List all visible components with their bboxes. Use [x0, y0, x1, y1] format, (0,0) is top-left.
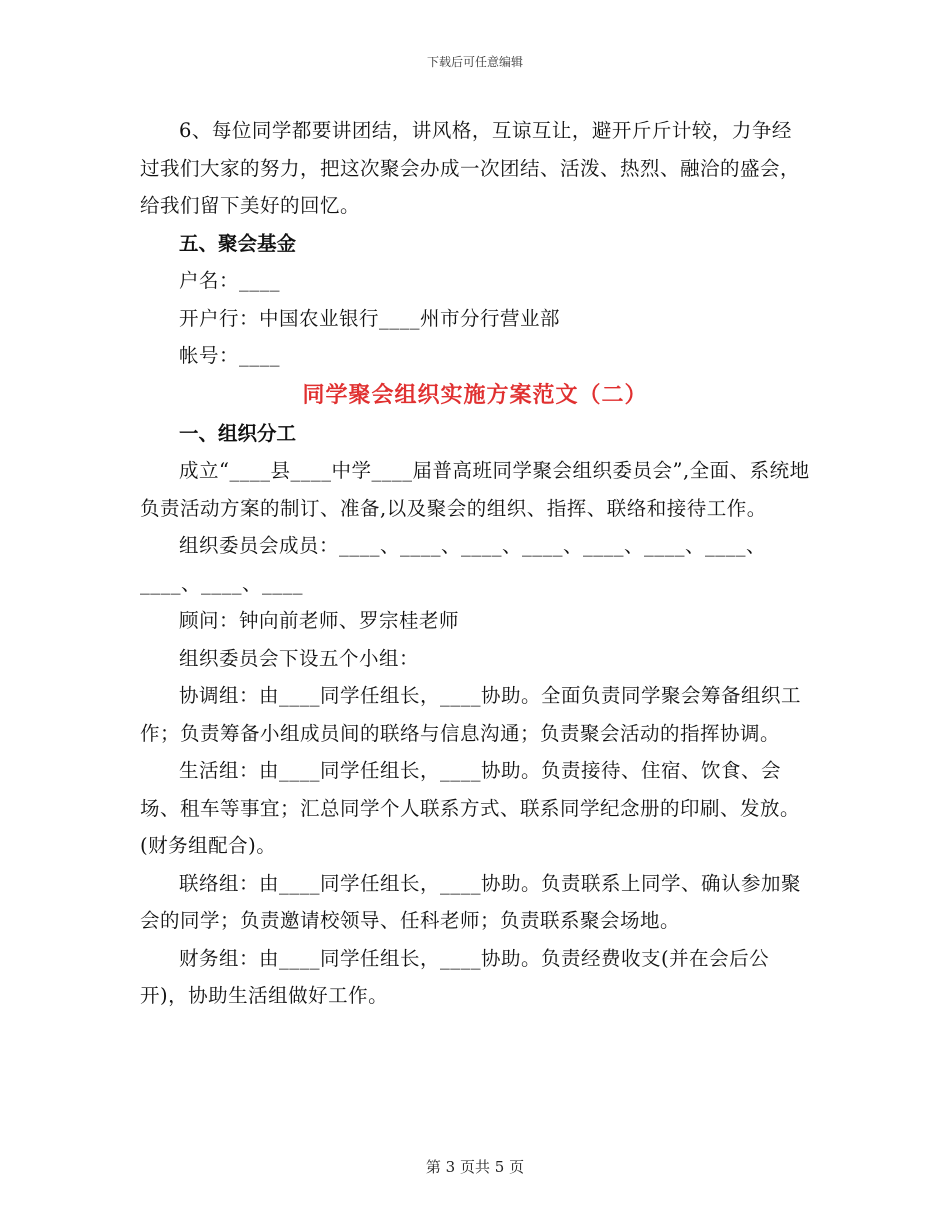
document-title: 同学聚会组织实施方案范文（二）: [302, 381, 648, 408]
document-body: [140, 112, 810, 1015]
page-footer: 第 3 页共 5 页: [425, 1158, 525, 1176]
paragraph-life-group: 生活组：由____同学任组长，____协助。负责接待、住宿、饮食、会场、租车等事宜；汇总同学个人联系方式、联系同学纪念册的印刷、发放。(财务组配合)。: [140, 759, 801, 857]
paragraph-setup: 成立“____县____中学____届普高班同学聚会组织委员会”,全面、系统地负责活动方案的制订、准备,以及聚会的组织、指挥、联络和接待工作。: [140, 459, 810, 520]
account-name-line: 户名：____: [179, 269, 281, 292]
paragraph-members: 组织委员会成员：____、____、____、____、____、____、____、____、____、____: [140, 534, 767, 595]
paragraph-liaison-group: 联络组：由____同学任组长，____协助。负责联系上同学、确认参加聚会的同学；负责邀请校领导、任科老师；负责联系聚会场地。: [140, 871, 802, 932]
page-header: 下载后可任意编辑: [426, 55, 523, 69]
paragraph-advisor: 顾问：钟向前老师、罗宗桂老师: [179, 609, 460, 632]
section-heading-division: 一、组织分工: [179, 421, 297, 445]
paragraph-coordination-group: 协调组：由____同学任组长，____协助。全面负责同学聚会筹备组织工作；负责筹备小组成员间的联络与信息沟通；负责聚会活动的指挥协调。: [140, 684, 802, 745]
account-number-line: 帐号：____: [179, 344, 281, 367]
paragraph-finance-group: 财务组：由____同学任组长，____协助。负责经费收支(并在会后公开)，协助生活组做好工作。: [140, 946, 770, 1007]
paragraph-item-6: 6、每位同学都要讲团结，讲风格，互谅互让，避开斤斤计较，力争经过我们大家的努力，把这次聚会办成一次团结、活泼、热烈、融洽的盛会，给我们留下美好的回忆。: [140, 119, 801, 217]
paragraph-groups: 组织委员会下设五个小组：: [179, 646, 420, 670]
section-heading-fund: 五、聚会基金: [179, 231, 297, 255]
bank-line: 开户行：中国农业银行____州市分行营业部: [179, 306, 561, 330]
